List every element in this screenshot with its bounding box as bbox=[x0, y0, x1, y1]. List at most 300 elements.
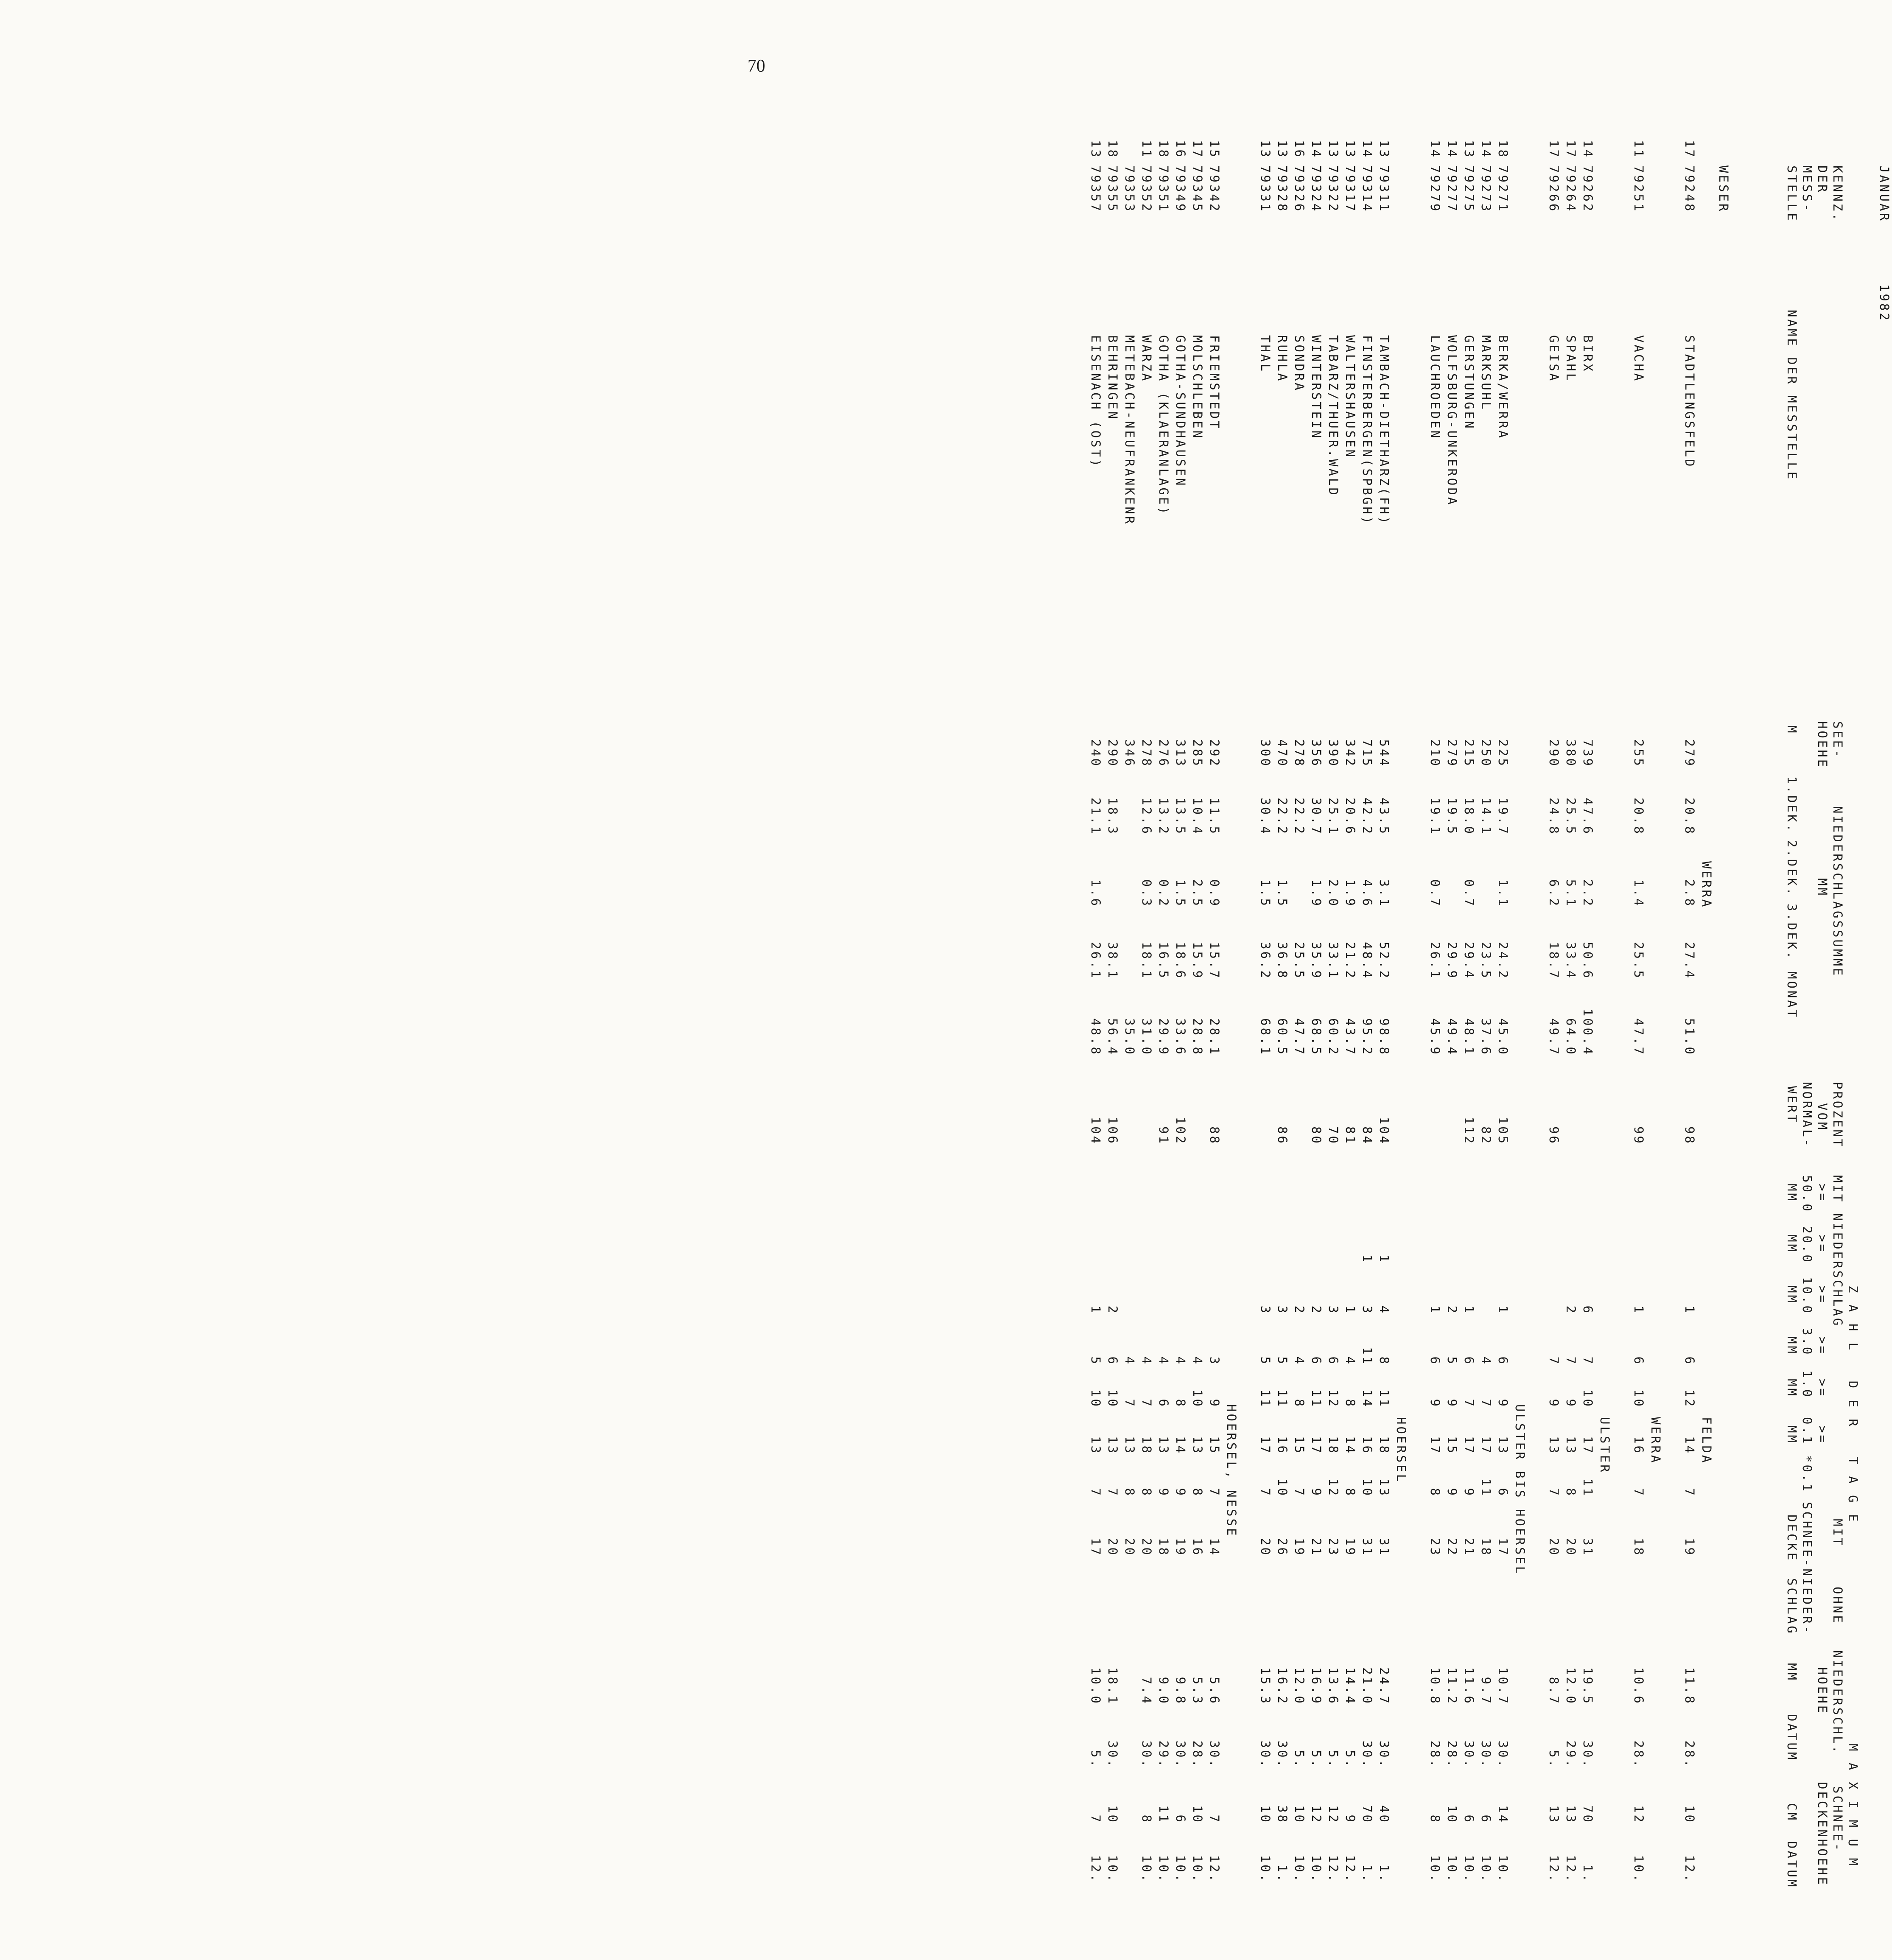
cell-t3: 4 bbox=[1156, 1356, 1171, 1366]
cell-mit: 19 bbox=[1292, 1538, 1307, 1557]
cell-shd: 10. bbox=[1156, 1855, 1171, 1884]
cell-h: 278 bbox=[1292, 739, 1307, 768]
cell-ohne: 14 bbox=[1479, 140, 1493, 159]
cell-t10: 2 bbox=[1564, 1305, 1578, 1315]
cell-mx: 10.8 bbox=[1428, 1667, 1442, 1705]
cell-mx: 8.7 bbox=[1547, 1677, 1561, 1705]
cell-h: 225 bbox=[1496, 739, 1510, 768]
cell-mx: 5.6 bbox=[1207, 1677, 1222, 1705]
cell-mxd: 5. bbox=[1326, 1750, 1341, 1769]
cell-mxd: 28. bbox=[1445, 1740, 1459, 1769]
cell-mit: 21 bbox=[1462, 1538, 1476, 1557]
cell-pct: 104 bbox=[1377, 1117, 1391, 1145]
cell-t1: 9 bbox=[1207, 1399, 1222, 1408]
cell-shd: 10. bbox=[1479, 1855, 1493, 1884]
cell-t1: 12 bbox=[1682, 1389, 1697, 1408]
cell-name: FRIEMSTEDT bbox=[1207, 335, 1222, 431]
cell-id: 79326 bbox=[1292, 165, 1307, 213]
cell-shd: 10. bbox=[1292, 1855, 1307, 1884]
cell-mit: 31 bbox=[1581, 1538, 1595, 1557]
cell-tdp: 8 bbox=[1190, 1488, 1205, 1498]
cell-sh: 9 bbox=[1343, 1814, 1357, 1824]
cell-t10: 3 bbox=[1275, 1305, 1290, 1315]
cell-shd: 1. bbox=[1360, 1865, 1374, 1884]
threshold-ge-5: >= bbox=[1815, 1379, 1830, 1398]
cell-t01: 18 bbox=[1377, 1436, 1391, 1455]
cell-d2: 0.2 bbox=[1156, 879, 1171, 908]
cell-t10: 3 bbox=[1326, 1305, 1341, 1315]
cell-tdp: 7 bbox=[1632, 1488, 1646, 1498]
cell-mo: 48.8 bbox=[1089, 1018, 1103, 1056]
cell-sh: 8 bbox=[1139, 1814, 1154, 1824]
cell-mit: 31 bbox=[1377, 1538, 1391, 1557]
cell-t3: 6 bbox=[1462, 1356, 1476, 1366]
cell-sh: 38 bbox=[1275, 1805, 1290, 1824]
cell-tdp: 11 bbox=[1581, 1478, 1595, 1498]
cell-d3: 36.2 bbox=[1258, 942, 1273, 980]
cell-pct: 84 bbox=[1360, 1126, 1374, 1145]
cell-t01: 18 bbox=[1139, 1436, 1154, 1455]
cell-name: EISENACH (OST) bbox=[1089, 335, 1103, 469]
cell-t3: 4 bbox=[1292, 1356, 1307, 1366]
cell-tdp: 7 bbox=[1292, 1488, 1307, 1498]
cell-sh: 40 bbox=[1377, 1805, 1391, 1824]
section-label-row bbox=[1391, 140, 1408, 1960]
cell-mxd: 28. bbox=[1632, 1740, 1646, 1769]
schlag-label: SCHLAG bbox=[1785, 1578, 1799, 1635]
cell-id: 79331 bbox=[1258, 165, 1273, 213]
cell-sh: 10 bbox=[1106, 1805, 1120, 1824]
year-label: 1982 bbox=[1877, 284, 1892, 322]
cell-mx: 16.2 bbox=[1275, 1667, 1290, 1705]
cell-shd: 12. bbox=[1207, 1855, 1222, 1884]
cell-mo: 48.1 bbox=[1462, 1018, 1476, 1056]
cell-t10: 1 bbox=[1496, 1305, 1510, 1315]
cell-mo: 37.6 bbox=[1479, 1018, 1493, 1056]
cell-pct: 81 bbox=[1343, 1126, 1357, 1145]
cell-mo: 28.1 bbox=[1207, 1018, 1222, 1056]
cell-sh: 14 bbox=[1496, 1805, 1510, 1824]
max-datum-label: DATUM bbox=[1785, 1714, 1799, 1762]
section-spacer bbox=[1408, 140, 1425, 1960]
cell-name: SPAHL bbox=[1564, 335, 1578, 383]
cell-ohne: 13 bbox=[1343, 140, 1357, 159]
threshold-ge-4: >= bbox=[1815, 1336, 1830, 1355]
table-header bbox=[1739, 140, 1892, 1960]
cell-d1: 25.1 bbox=[1326, 798, 1341, 836]
cell-mit: 22 bbox=[1445, 1538, 1459, 1557]
cell-mit: 16 bbox=[1190, 1538, 1205, 1557]
cell-h: 285 bbox=[1190, 739, 1205, 768]
mit-label: MIT bbox=[1830, 1519, 1845, 1548]
cell-mit: 23 bbox=[1326, 1538, 1341, 1557]
cell-mxd: 30. bbox=[1377, 1740, 1391, 1769]
cell-id: 79345 bbox=[1190, 165, 1205, 213]
section-label-row bbox=[1697, 140, 1714, 1960]
rotated-table-page bbox=[704, 140, 1892, 1960]
cell-tdp: 12 bbox=[1326, 1478, 1341, 1498]
cell-tdp: 11 bbox=[1479, 1478, 1493, 1498]
cell-name: RUHLA bbox=[1275, 335, 1290, 383]
cell-tdp: 8 bbox=[1122, 1488, 1137, 1498]
cell-mit: 20 bbox=[1547, 1538, 1561, 1557]
cell-d2: 1.1 bbox=[1496, 879, 1510, 908]
cell-d3: 25.5 bbox=[1632, 942, 1646, 980]
cell-t1: 10 bbox=[1106, 1389, 1120, 1408]
cell-mo: 51.0 bbox=[1682, 1018, 1697, 1056]
cell-sh: 6 bbox=[1173, 1814, 1188, 1824]
cell-id: 79266 bbox=[1547, 165, 1561, 213]
cell-t10: 1 bbox=[1089, 1305, 1103, 1315]
max-niederschl-label: NIEDERSCHL. bbox=[1830, 1650, 1845, 1756]
cell-id: 79271 bbox=[1496, 165, 1510, 213]
cell-d2: 6.2 bbox=[1547, 879, 1561, 908]
cell-h: 279 bbox=[1445, 739, 1459, 768]
cell-shd: 1. bbox=[1581, 1865, 1595, 1884]
cell-mx: 19.5 bbox=[1581, 1667, 1595, 1705]
cell-shd: 12. bbox=[1547, 1855, 1561, 1884]
cell-mx: 5.3 bbox=[1190, 1677, 1205, 1705]
cell-t3: 6 bbox=[1309, 1356, 1324, 1366]
cell-d2: 1.9 bbox=[1309, 879, 1324, 908]
height-label-2: HOEHE bbox=[1815, 721, 1830, 769]
cell-tdp: 7 bbox=[1682, 1488, 1697, 1498]
cell-sh: 10 bbox=[1292, 1805, 1307, 1824]
cell-mx: 12.0 bbox=[1292, 1667, 1307, 1705]
threshold-ge-3: >= bbox=[1815, 1285, 1830, 1305]
id-label-1: KENNZ. bbox=[1830, 165, 1845, 223]
cell-d3: 38.1 bbox=[1106, 942, 1120, 980]
cell-mxd: 5. bbox=[1309, 1750, 1324, 1769]
cell-d2: 0.7 bbox=[1462, 879, 1476, 908]
cell-pct: 86 bbox=[1275, 1126, 1290, 1145]
unit-5: MM bbox=[1785, 1379, 1799, 1398]
cell-mxd: 28. bbox=[1682, 1740, 1697, 1769]
cell-name: LAUCHROEDEN bbox=[1428, 335, 1442, 440]
cell-mo: 98.8 bbox=[1377, 1018, 1391, 1056]
cell-d3: 26.1 bbox=[1089, 942, 1103, 980]
cell-shd: 12. bbox=[1682, 1855, 1697, 1884]
cell-mx: 15.3 bbox=[1258, 1667, 1273, 1705]
cell-t3: 7 bbox=[1547, 1356, 1561, 1366]
cell-shd: 10. bbox=[1462, 1855, 1476, 1884]
cell-d2: 1.9 bbox=[1343, 879, 1357, 908]
cell-t1: 12 bbox=[1326, 1389, 1341, 1408]
cell-id: 79311 bbox=[1377, 165, 1391, 213]
cell-h: 240 bbox=[1089, 739, 1103, 768]
cell-sh: 12 bbox=[1632, 1805, 1646, 1824]
cell-shd: 10. bbox=[1496, 1855, 1510, 1884]
cell-name: WARZA bbox=[1139, 335, 1154, 383]
cell-pct: 106 bbox=[1106, 1117, 1120, 1145]
pct-label-1: PROZENT bbox=[1830, 1082, 1845, 1149]
cell-mit: 18 bbox=[1632, 1538, 1646, 1557]
cell-t01: 13 bbox=[1190, 1436, 1205, 1455]
cell-pct: 112 bbox=[1462, 1117, 1476, 1145]
cell-shd: 1. bbox=[1275, 1865, 1290, 1884]
cell-t3: 4 bbox=[1139, 1356, 1154, 1366]
cell-d3: 25.5 bbox=[1292, 942, 1307, 980]
cell-h: 292 bbox=[1207, 739, 1222, 768]
cell-h: 290 bbox=[1106, 739, 1120, 768]
cell-sh: 10 bbox=[1190, 1805, 1205, 1824]
cell-d1: 18.3 bbox=[1106, 798, 1120, 836]
cell-t3: 6 bbox=[1326, 1356, 1341, 1366]
cell-mx: 9.7 bbox=[1479, 1677, 1493, 1705]
cell-t1: 7 bbox=[1122, 1399, 1137, 1408]
cell-d2: 2.0 bbox=[1326, 879, 1341, 908]
pct-label-2: VOM bbox=[1815, 1103, 1830, 1132]
cell-t1: 11 bbox=[1258, 1389, 1273, 1408]
cell-d2: 1.5 bbox=[1275, 879, 1290, 908]
max-hoehe-label: HOEHE bbox=[1815, 1667, 1830, 1715]
table-row bbox=[1205, 140, 1222, 1960]
cell-t1: 7 bbox=[1462, 1399, 1476, 1408]
cell-t3: 6 bbox=[1496, 1356, 1510, 1366]
cell-sh: 7 bbox=[1207, 1814, 1222, 1824]
cell-pct: 102 bbox=[1173, 1117, 1188, 1145]
cell-mit: 19 bbox=[1173, 1538, 1188, 1557]
cell-d3: 36.8 bbox=[1275, 942, 1290, 980]
unit-1: MM bbox=[1785, 1184, 1799, 1203]
cell-d3: 33.4 bbox=[1564, 942, 1578, 980]
river-system-row bbox=[1714, 140, 1731, 1960]
cell-mxd: 29. bbox=[1156, 1740, 1171, 1769]
cell-shd: 10. bbox=[1309, 1855, 1324, 1884]
id-label-3: MESS- bbox=[1800, 165, 1814, 213]
cell-sh: 10 bbox=[1258, 1805, 1273, 1824]
cell-t10: 2 bbox=[1292, 1305, 1307, 1315]
cell-ohne: 14 bbox=[1309, 140, 1324, 159]
cell-h: 470 bbox=[1275, 739, 1290, 768]
cell-mit: 18 bbox=[1156, 1538, 1171, 1557]
cell-d1: 11.5 bbox=[1207, 798, 1222, 836]
cell-t01: 14 bbox=[1343, 1436, 1357, 1455]
cell-d2: 2.2 bbox=[1581, 879, 1595, 908]
cell-mit: 19 bbox=[1343, 1538, 1357, 1557]
cell-id: 79357 bbox=[1089, 165, 1103, 213]
cell-h: 356 bbox=[1309, 739, 1324, 768]
cell-d3: 29.9 bbox=[1445, 942, 1459, 980]
cell-d1: 13.5 bbox=[1173, 798, 1188, 836]
cell-ohne: 13 bbox=[1462, 140, 1476, 159]
cell-pct: 99 bbox=[1632, 1126, 1646, 1145]
cell-mo: 33.6 bbox=[1173, 1018, 1188, 1056]
cell-d3: 24.2 bbox=[1496, 942, 1510, 980]
cell-mo: 49.4 bbox=[1445, 1018, 1459, 1056]
unit-6: MM bbox=[1785, 1425, 1799, 1445]
cell-id: 79352 bbox=[1139, 165, 1154, 213]
cell-d2: 2.8 bbox=[1682, 879, 1697, 908]
cell-t01: 13 bbox=[1106, 1436, 1120, 1455]
cell-mit: 20 bbox=[1122, 1538, 1137, 1557]
id-label-4: STELLE bbox=[1785, 165, 1799, 223]
cell-shd: 12. bbox=[1343, 1855, 1357, 1884]
section-spacer bbox=[1239, 140, 1256, 1960]
cell-h: 255 bbox=[1632, 739, 1646, 768]
cell-ohne: 13 bbox=[1377, 140, 1391, 159]
cell-ohne: 11 bbox=[1139, 140, 1154, 159]
cell-d1: 20.6 bbox=[1343, 798, 1357, 836]
cell-tdp: 9 bbox=[1462, 1488, 1476, 1498]
cell-d2: 1.4 bbox=[1632, 879, 1646, 908]
cell-d2: 0.9 bbox=[1207, 879, 1222, 908]
section-days-river-label: HOERSEL bbox=[1394, 1417, 1408, 1484]
cell-mxd: 30. bbox=[1106, 1740, 1120, 1769]
cell-ohne: 13 bbox=[1326, 140, 1341, 159]
cell-name: TABARZ/THUER.WALD bbox=[1326, 335, 1341, 497]
cell-t3: 6 bbox=[1106, 1356, 1120, 1366]
cell-pct: 82 bbox=[1479, 1126, 1493, 1145]
threshold-1: 1.0 bbox=[1800, 1370, 1814, 1399]
cell-id: 79351 bbox=[1156, 165, 1171, 213]
section-days-river-label: ULSTER BIS HOERSEL bbox=[1513, 1404, 1527, 1576]
cell-t1: 10 bbox=[1190, 1389, 1205, 1408]
month-label: JANUAR bbox=[1877, 165, 1892, 223]
table-row bbox=[1171, 140, 1188, 1960]
cell-mx: 10.0 bbox=[1089, 1667, 1103, 1705]
cell-t01: 13 bbox=[1564, 1436, 1578, 1455]
cell-d1: 24.8 bbox=[1547, 798, 1561, 836]
table-row bbox=[1341, 140, 1357, 1960]
cell-d1: 22.2 bbox=[1275, 798, 1290, 836]
threshold-10: 10.0 bbox=[1800, 1277, 1814, 1315]
cell-mit: 21 bbox=[1309, 1538, 1324, 1557]
cell-h: 300 bbox=[1258, 739, 1273, 768]
cell-pct: 104 bbox=[1089, 1117, 1103, 1145]
section-days-river-label: FELDA bbox=[1699, 1417, 1714, 1465]
cell-tdp: 9 bbox=[1173, 1488, 1188, 1498]
cell-id: 79314 bbox=[1360, 165, 1374, 213]
cell-t1: 9 bbox=[1547, 1399, 1561, 1408]
cell-sh: 70 bbox=[1581, 1805, 1595, 1824]
cell-t01: 16 bbox=[1632, 1436, 1646, 1455]
cell-d1: 25.5 bbox=[1564, 798, 1578, 836]
cell-tdp: 8 bbox=[1139, 1488, 1154, 1498]
table-row bbox=[1137, 140, 1154, 1960]
cell-t3: 4 bbox=[1173, 1356, 1188, 1366]
cell-tdp: 6 bbox=[1496, 1488, 1510, 1498]
cell-t01: 13 bbox=[1156, 1436, 1171, 1455]
cell-id: 79251 bbox=[1632, 165, 1646, 213]
cell-name: BIRX bbox=[1581, 335, 1595, 373]
section-spacer bbox=[1612, 140, 1629, 1960]
table-row bbox=[1493, 140, 1510, 1960]
cell-mxd: 5. bbox=[1547, 1750, 1561, 1769]
cell-tdp: 7 bbox=[1106, 1488, 1120, 1498]
cell-ohne: 18 bbox=[1496, 140, 1510, 159]
cell-tdp: 7 bbox=[1547, 1488, 1561, 1498]
cell-t01: 17 bbox=[1309, 1436, 1324, 1455]
cell-id: 79277 bbox=[1445, 165, 1459, 213]
cell-t3: 6 bbox=[1632, 1356, 1646, 1366]
cell-d2: 0.7 bbox=[1428, 879, 1442, 908]
cell-mo: 47.7 bbox=[1292, 1018, 1307, 1056]
cell-t1: 8 bbox=[1292, 1399, 1307, 1408]
cell-t3: 4 bbox=[1479, 1356, 1493, 1366]
table-row bbox=[1629, 140, 1646, 1960]
cell-t01: 13 bbox=[1547, 1436, 1561, 1455]
cell-mxd: 29. bbox=[1564, 1740, 1578, 1769]
cell-mx: 7.4 bbox=[1139, 1677, 1154, 1705]
cell-tdp: 9 bbox=[1445, 1488, 1459, 1498]
cell-mx: 18.1 bbox=[1106, 1667, 1120, 1705]
table-row bbox=[1103, 140, 1120, 1960]
section-precip-river-label: WERRA bbox=[1699, 861, 1714, 909]
cell-name: GERSTUNGEN bbox=[1462, 335, 1476, 431]
max-deckenhoehe-label: DECKENHOEHE bbox=[1815, 1782, 1830, 1887]
cell-t10: 6 bbox=[1581, 1305, 1595, 1315]
id-label-2: DER bbox=[1815, 165, 1830, 194]
cell-d2: 1.5 bbox=[1258, 879, 1273, 908]
cell-t3: 5 bbox=[1275, 1356, 1290, 1366]
cell-name: WINTERSTEIN bbox=[1309, 335, 1324, 440]
cell-id: 79262 bbox=[1581, 165, 1595, 213]
cell-name: MARKSUHL bbox=[1479, 335, 1493, 412]
cell-id: 79324 bbox=[1309, 165, 1324, 213]
cell-sh: 13 bbox=[1564, 1805, 1578, 1824]
cell-ohne: 17 bbox=[1547, 140, 1561, 159]
cell-mo: 60.2 bbox=[1326, 1018, 1341, 1056]
cell-tdp: 8 bbox=[1343, 1488, 1357, 1498]
cell-d1: 19.1 bbox=[1428, 798, 1442, 836]
cell-mit: 17 bbox=[1496, 1538, 1510, 1557]
cell-t10: 1 bbox=[1462, 1305, 1476, 1315]
cell-ohne: 14 bbox=[1360, 140, 1374, 159]
section-label-row bbox=[1595, 140, 1612, 1960]
cell-mit: 23 bbox=[1428, 1538, 1442, 1557]
cell-sh: 7 bbox=[1089, 1814, 1103, 1824]
cell-h: 739 bbox=[1581, 739, 1595, 768]
cell-t3: 6 bbox=[1682, 1356, 1697, 1366]
cell-t3: 5 bbox=[1089, 1356, 1103, 1366]
cell-mo: 45.0 bbox=[1496, 1018, 1510, 1056]
cell-pct: 80 bbox=[1309, 1126, 1324, 1145]
table-row bbox=[1680, 140, 1697, 1960]
table-row bbox=[1374, 140, 1391, 1960]
cell-ohne: 18 bbox=[1106, 140, 1120, 159]
cell-t1: 11 bbox=[1309, 1389, 1324, 1408]
unit-4: MM bbox=[1785, 1336, 1799, 1355]
name-label: NAME DER MESSTELLE bbox=[1785, 310, 1799, 482]
page-number: 70 bbox=[747, 56, 765, 76]
cell-d1: 21.1 bbox=[1089, 798, 1103, 836]
cell-name: STADTLENGSFELD bbox=[1682, 335, 1697, 469]
cell-mo: 60.5 bbox=[1275, 1018, 1290, 1056]
cell-mxd: 30. bbox=[1258, 1740, 1273, 1769]
cell-d3: 29.4 bbox=[1462, 942, 1476, 980]
cell-mo: 29.9 bbox=[1156, 1018, 1171, 1056]
cell-name: THAL bbox=[1258, 335, 1273, 373]
mit-niederschlag-label: MIT NIEDERSCHLAG bbox=[1830, 1175, 1845, 1328]
threshold-ge-6: >= bbox=[1815, 1425, 1830, 1445]
cell-t1: 6 bbox=[1156, 1399, 1171, 1408]
cell-mxd: 5. bbox=[1292, 1750, 1307, 1769]
cell-tdp: 10 bbox=[1275, 1478, 1290, 1498]
cell-sh: 8 bbox=[1428, 1814, 1442, 1824]
dek-2-label: 2.DEK. bbox=[1785, 840, 1799, 897]
cell-d3: 18.1 bbox=[1139, 942, 1154, 980]
cell-name: WALTERSHAUSEN bbox=[1343, 335, 1357, 459]
cell-d3: 48.4 bbox=[1360, 942, 1374, 980]
cell-h: 250 bbox=[1479, 739, 1493, 768]
threshold-01: 0.1 bbox=[1800, 1417, 1814, 1446]
cell-t3: 4 bbox=[1122, 1356, 1137, 1366]
max-schnee-datum-label: DATUM bbox=[1785, 1841, 1799, 1889]
cell-name: FINSTERBERGEN(SPBGH) bbox=[1360, 335, 1374, 526]
cell-mo: 31.0 bbox=[1139, 1018, 1154, 1056]
cell-mxd: 30. bbox=[1207, 1740, 1222, 1769]
